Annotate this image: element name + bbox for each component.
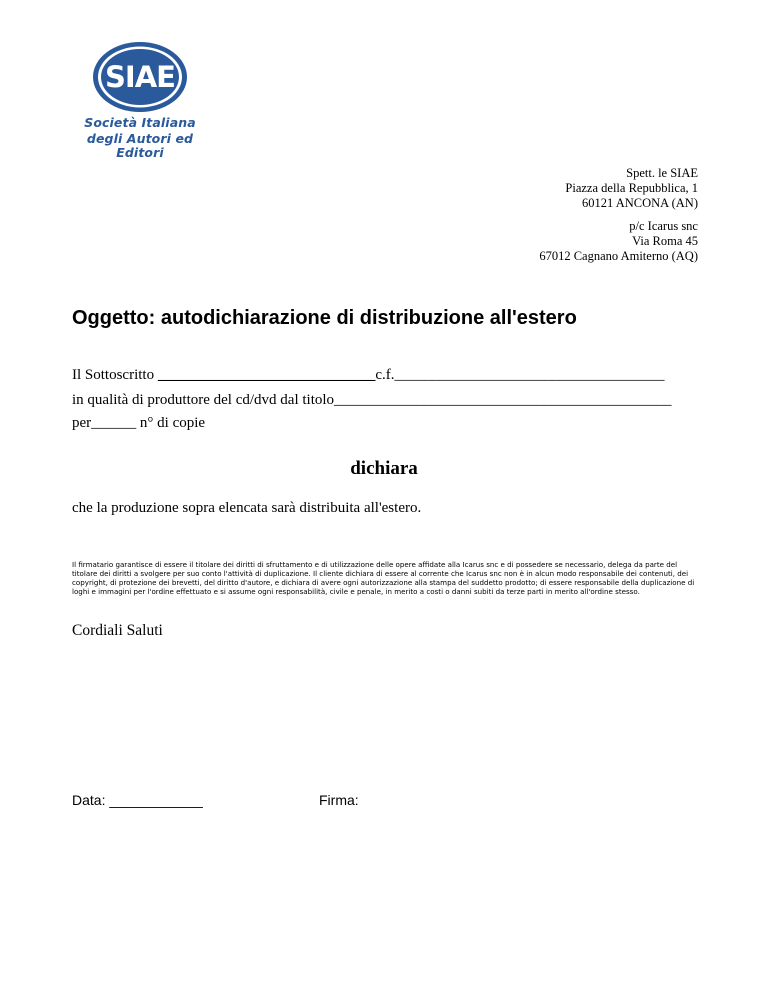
distribution-statement: che la produzione sopra elencata sarà distribuita all'estero. (72, 500, 422, 516)
disclaimer-text: Il firmatario garantisce di essere il titolare dei diritti di sfruttamento e di utilizzazione delle opere affidate alla Icarus snc e di possedere se necessario, delega da parte del titolare dei diritti a svolgere per suo conto l'attività di duplicazione. Il cliente dichiara di essere al corrente che Icarus snc non è in alcun modo responsabile dei contenuti, dei copyright, di protezione dei brevetti, del diritto d'autore, e dichiara di avere ogni autorizzazione alla stampa del suddetto prodotto; di essere responsabile della duplicazione di loghi e immagini per l'ordine effettuato e si assume ogni responsabilità, civile e penale, in merito a costi o danni subiti da terze parti in merito all'ordine stesso. (72, 560, 695, 596)
siae-logo-mark-text: SIAE (105, 60, 175, 94)
care-of-line-1: p/c Icarus snc (629, 219, 698, 233)
care-of-address (539, 219, 698, 264)
declares-heading: dichiara (350, 458, 418, 479)
recipient-address (565, 166, 698, 211)
date-field: Data: ____________ (72, 792, 203, 808)
logo-line-1: Società Italiana (84, 115, 196, 130)
subject-heading: Oggetto: autodichiarazione di distribuzione all'estero (72, 307, 577, 329)
recipient-line-2: Piazza della Repubblica, 1 (565, 181, 698, 195)
closing-greeting: Cordiali Saluti (72, 622, 163, 639)
copies-line: per______ n° di copie (72, 415, 206, 431)
undersigned-name-blank: _____________________________ (157, 367, 376, 383)
signature-field: Firma: (319, 792, 359, 808)
recipient-line-1: Spett. le SIAE (626, 166, 698, 180)
siae-logo (70, 40, 210, 160)
siae-logo-mark (90, 40, 190, 114)
logo-line-2: degli Autori ed Editori (86, 131, 194, 160)
producer-title-line: in qualità di produttore del cd/dvd dal titolo_____________________________________________ (72, 392, 672, 408)
care-of-line-2: Via Roma 45 (632, 234, 698, 248)
undersigned-label: Il Sottoscritto (72, 367, 158, 383)
recipient-line-3: 60121 ANCONA (AN) (582, 196, 698, 210)
care-of-line-3: 67012 Cagnano Amiterno (AQ) (539, 249, 698, 263)
undersigned-line (72, 367, 665, 384)
tax-code-field: c.f.____________________________________ (375, 367, 665, 383)
